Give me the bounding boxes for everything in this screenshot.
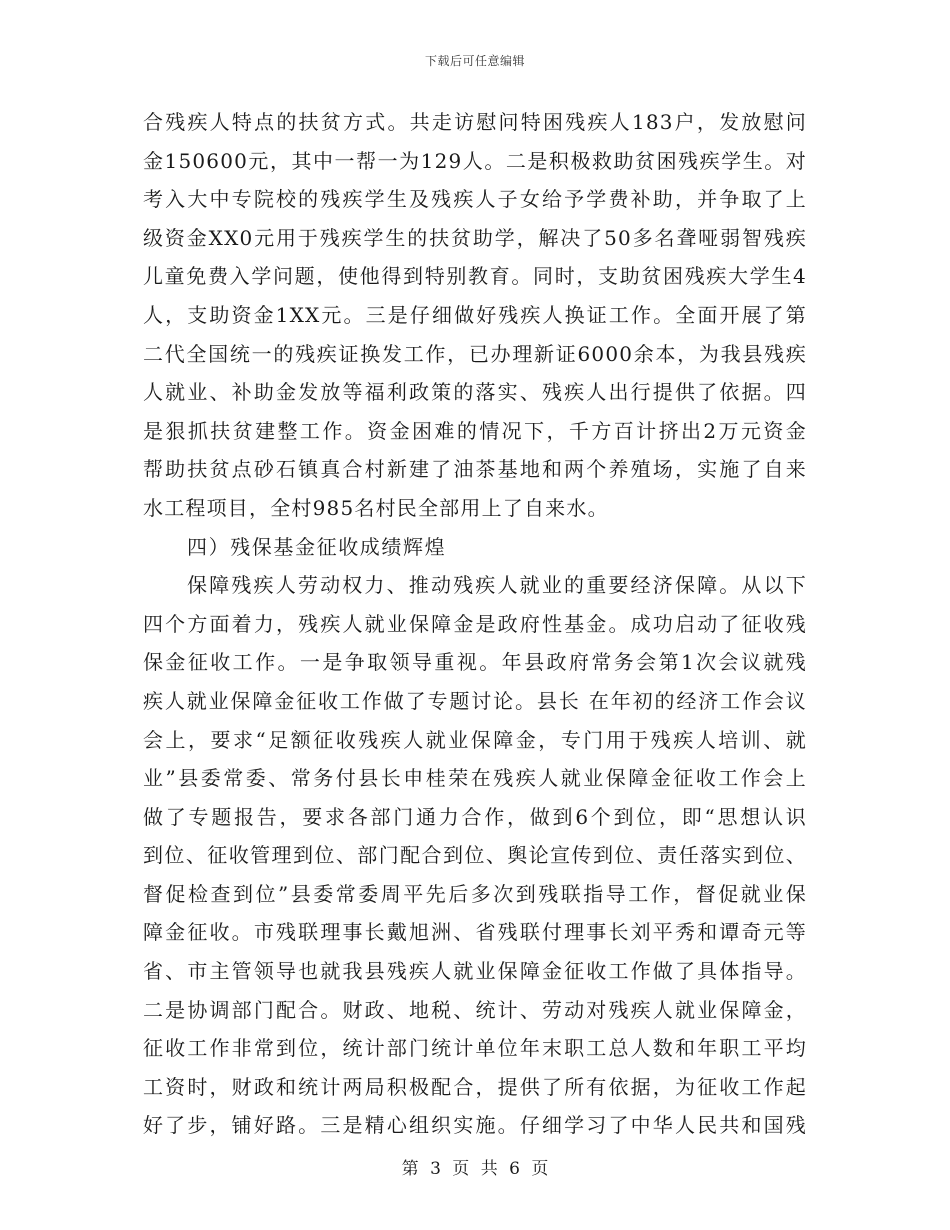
text-line: 人，支助资金1XX元。三是仔细做好残疾人换证工作。全面开展了第 — [143, 302, 807, 327]
text-line: 四个方面着力，残疾人就业保障金是政府性基金。成功启动了征收残 — [143, 611, 807, 636]
text-line: 水工程项目，全村985名村民全部用上了自来水。 — [143, 495, 609, 520]
text-line: 人就业、补助金发放等福利政策的落实、残疾人出行提供了依据。四 — [143, 380, 807, 405]
text-line: 做了专题报告，要求各部门通力合作，做到6个到位，即“思想认识 — [143, 804, 807, 829]
text-line: 到位、征收管理到位、部门配合到位、舆论宣传到位、责任落实到位、 — [143, 843, 807, 868]
text-line: 考入大中专院校的残疾学生及残疾人子女给予学费补助，并争取了上 — [143, 187, 807, 212]
text-line: 疾人就业保障金征收工作做了专题讨论。县长 在年初的经济工作会议 — [143, 688, 807, 713]
text-line: 会上，要求“足额征收残疾人就业保障金，专门用于残疾人培训、就 — [143, 727, 807, 752]
text-line: 督促检查到位”县委常委周平先后多次到残联指导工作，督促就业保 — [143, 881, 807, 906]
text-line: 合残疾人特点的扶贫方式。共走访慰问特困残疾人183户，发放慰问 — [143, 110, 807, 134]
text-line: 金150600元，其中一帮一为129人。二是积极救助贫困残疾学生。对 — [143, 148, 807, 173]
text-line: 二代全国统一的残疾证换发工作，已办理新证6000余本，为我县残疾 — [143, 341, 807, 366]
text-line: 级资金XX0元用于残疾学生的扶贫助学，解决了50多名聋哑弱智残疾 — [143, 225, 807, 250]
section-heading: 四）残保基金征收成绩辉煌 — [187, 534, 447, 559]
document-body — [143, 103, 807, 1145]
text-line: 工资时，财政和统计两局积极配合，提供了所有依据，为征收工作起 — [143, 1074, 807, 1099]
text-line: 障金征收。市残联理事长戴旭洲、省残联付理事长刘平秀和谭奇元等 — [143, 920, 807, 945]
text-line: 儿童免费入学问题，使他得到特别教育。同时，支助贫困残疾大学生4 — [143, 264, 807, 289]
page-number-footer: 第 3 页 共 6 页 — [401, 1159, 549, 1179]
text-line: 征收工作非常到位，统计部门统计单位年末职工总人数和年职工平均 — [143, 1036, 807, 1061]
text-line: 省、市主管领导也就我县残疾人就业保障金征收工作做了具体指导。 — [143, 959, 807, 984]
text-line: 是狠抓扶贫建整工作。资金困难的情况下，千方百计挤出2万元资金 — [143, 418, 807, 443]
text-line: 二是协调部门配合。财政、地税、统计、劳动对残疾人就业保障金， — [143, 997, 807, 1022]
page-header: 下载后可任意编辑 — [424, 54, 525, 68]
text-line: 保金征收工作。一是争取领导重视。年县政府常务会第1次会议就残 — [143, 650, 807, 675]
text-line: 保障残疾人劳动权力、推动残疾人就业的重要经济保障。从以下 — [187, 573, 807, 598]
text-line: 好了步，铺好路。三是精心组织实施。仔细学习了中华人民共和国残 — [143, 1113, 807, 1138]
text-line: 业”县委常委、常务付县长申桂荣在残疾人就业保障金征收工作会上 — [143, 766, 807, 791]
text-line: 帮助扶贫点砂石镇真合村新建了油茶基地和两个养殖场，实施了自来 — [143, 457, 807, 482]
